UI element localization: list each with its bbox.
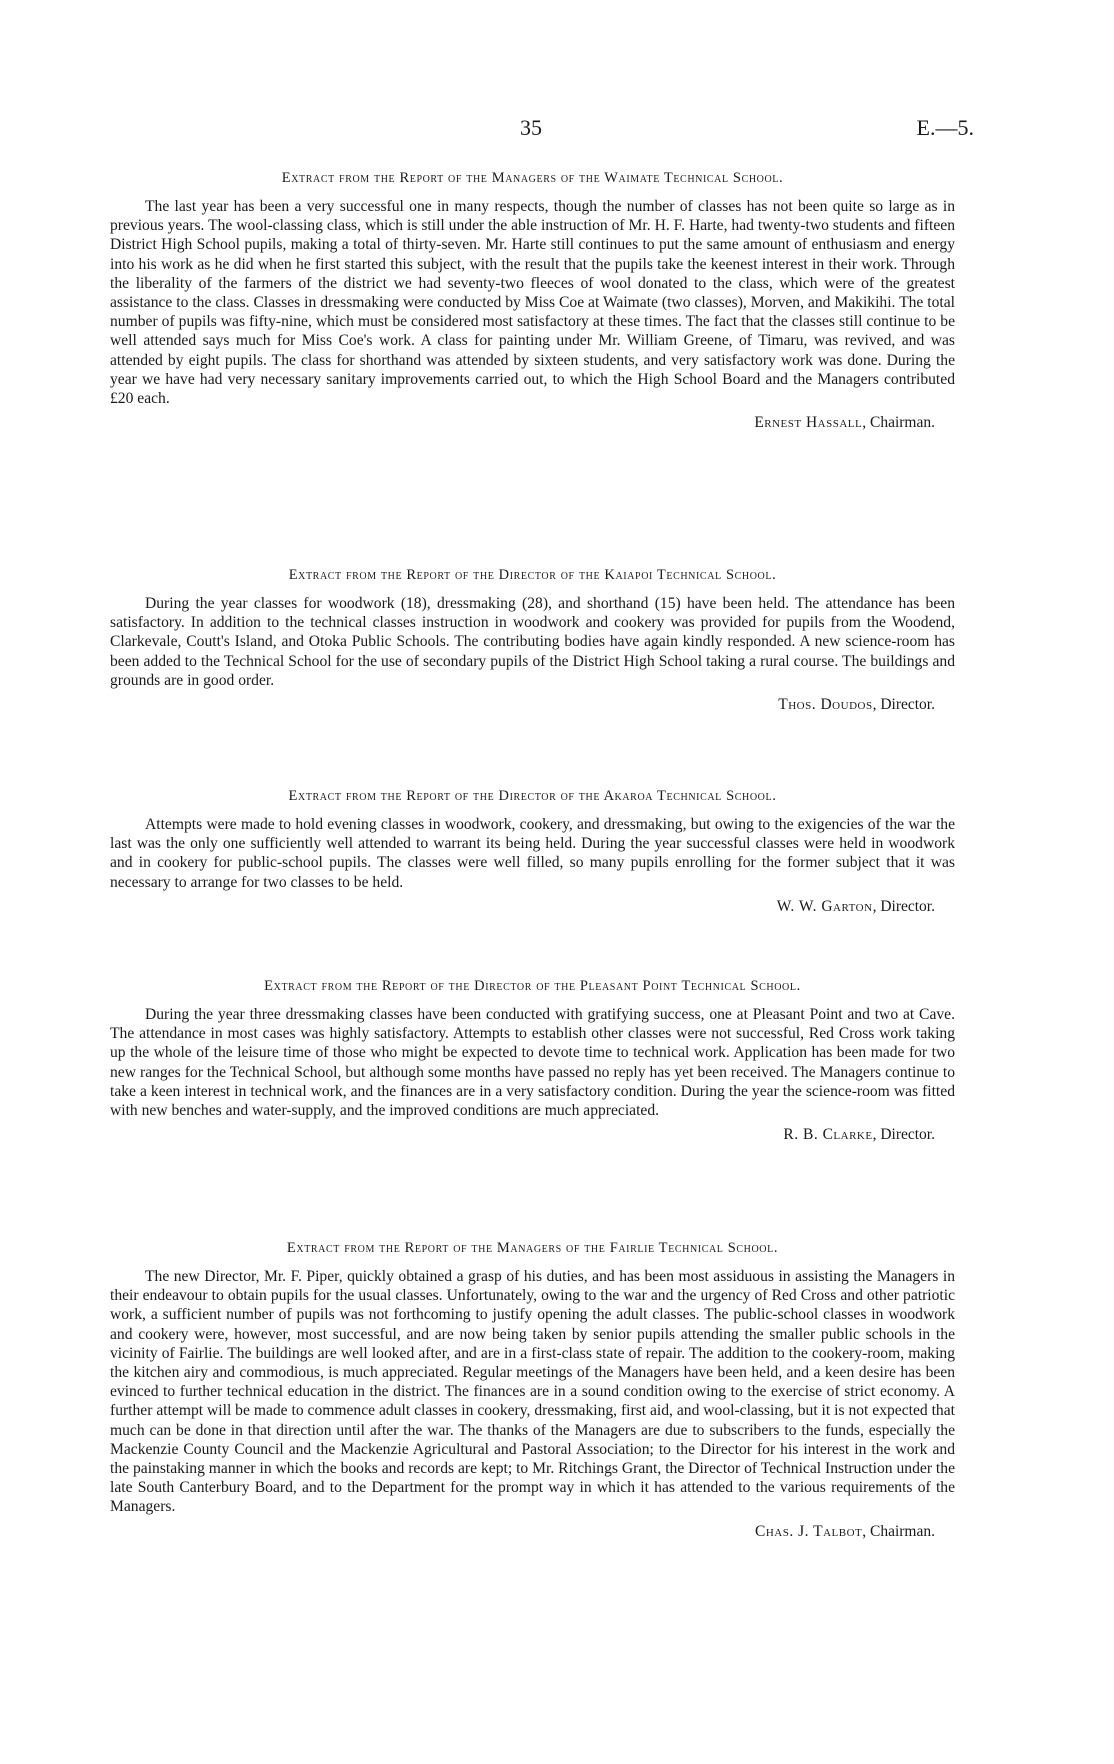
page-reference: E.—5.: [916, 115, 974, 140]
section-body: The new Director, Mr. F. Piper, quickly obtained a grasp of his duties, and has been most assiduous in assisting the Managers in their endeavour to obtain pupils for the usual classes. Unfortunately, owing to the war and the urgency of Red Cross and other patriotic work, a sufficient number of pupils was not forthcoming to justify opening the adult classes. The public-school classes in woodwork and cookery were, however, most successful, and are now being taken by senior pupils attending the smaller public schools in the vicinity of Fairlie. The buildings are well looked after, and are in a first-class state of repair. The addition to the cookery-room, making the kitchen airy and commodious, is much appreciated. Regular meetings of the Managers have been held, and a keen desire has been evinced to further technical education in the district. The finances are in a sound condition owing to the exercise of strict economy. A further attempt will be made to commence adult classes in cookery, dressmaking, first aid, and wool-classing, but it is not expected that much can be done in that direction until after the war. The thanks of the Managers are due to subscribers to the funds, especially the Mackenzie County Council and the Mackenzie Agricultural and Pastoral Association; to the Director for his interest in the work and the painstaking manner in which the books and records are kept; to Mr. Ritchings Grant, the Director of Technical Instruction under the late South Canterbury Board, and to the Department for the prompt way in which it has attended to the various requirements of the Managers.: [110, 1268, 955, 1516]
section-heading: Extract from the Report of the Director of the Pleasant Point Technical School.: [264, 978, 801, 994]
signature: [110, 696, 935, 714]
signature-title: , Director.: [872, 1126, 935, 1144]
section-heading: Extract from the Report of the Managers of the Waimate Technical School.: [281, 170, 784, 186]
section-body: During the year three dressmaking classes have been conducted with gratifying success, one at Pleasant Point and two at Cave. The attendance in most cases was highly satisfactory. Attempts to establish other classes were not successful, Red Cross work taking up the whole of the leisure time of those who might be expected to devote time to technical work. Application has been made for two new ranges for the Technical School, but although some months have passed no reply has yet been received. The Managers continue to take a keen interest in technical work, and the finances are in a very satisfactory condition. During the year the science-room was fitted with new benches and water-supply, and the improved conditions are much appreciated.: [110, 1006, 955, 1120]
section-kaiapoi: [110, 567, 955, 714]
section-heading: Extract from the Report of the Director of the Akaroa Technical School.: [288, 788, 777, 804]
signature: [110, 414, 935, 432]
signature-name: R. B. Clarke: [783, 1126, 873, 1144]
signature-name: W. W. Garton: [776, 897, 873, 915]
section-body: During the year classes for woodwork (18), dressmaking (28), and shorthand (15) have been held. The attendance has been satisfactory. In addition to the technical classes instruction in woodwork and cookery was provided for pupils from the Woodend, Clarkevale, Coutt's Island, and Otoka Public Schools. The contributing bodies have again kindly responded. A new science-room has been added to the Technical School for the use of secondary pupils of the District High School taking a rural course. The buildings and grounds are in good order.: [110, 595, 955, 689]
section-heading: Extract from the Report of the Managers of the Fairlie Technical School.: [286, 1240, 779, 1256]
signature-name: Ernest Hassall: [754, 414, 863, 432]
section-heading: Extract from the Report of the Director of the Kaiapoi Technical School.: [288, 567, 777, 583]
signature: [110, 1523, 935, 1541]
signature-title: , Chairman.: [862, 1522, 935, 1540]
section-body: The last year has been a very successful one in many respects, though the number of classes has not been quite so large as in previous years. The wool-classing class, which is still under the able instruction of Mr. H. F. Harte, had twenty-two students and fifteen District High School pupils, making a total of thirty-seven. Mr. Harte still continues to put the same amount of enthusiasm and energy into his work as he did when he first started this subject, with the result that the pupils take the keenest interest in their work. Through the liberality of the farmers of the district we had seventy-two fleeces of wool donated to the class, which were of the greatest assistance to the class. Classes in dressmaking were conducted by Miss Coe at Waimate (two classes), Morven, and Makikihi. The total number of pupils was fifty-nine, which must be considered most satisfactory at these times. The fact that the classes still continue to be well attended says much for Miss Coe's work. A class for painting under Mr. William Greene, of Timaru, was revived, and was attended by eight pupils. The class for shorthand was attended by sixteen students, and very satisfactory work was done. During the year we have had very necessary sanitary improvements carried out, to which the High School Board and the Managers contributed £20 each.: [110, 198, 955, 408]
signature: [110, 898, 935, 916]
signature-name: Thos. Doudos: [778, 696, 873, 714]
section-waimate: [110, 170, 955, 432]
signature-name: Chas. J. Talbot: [755, 1522, 863, 1540]
section-fairlie: [110, 1240, 955, 1541]
section-body: Attempts were made to hold evening classes in woodwork, cookery, and dressmaking, but owing to the exigencies of the war the last was the only one sufficiently well attended to warrant its being held. During the year successful classes were held in woodwork and in cookery for public-school pupils. The classes were well filled, so many pupils enrolling for the former subject that it was necessary to arrange for two classes to be held.: [110, 816, 955, 891]
page-number: 35: [520, 115, 542, 140]
section-pleasant-point: [110, 978, 955, 1144]
signature-title: , Chairman.: [862, 414, 935, 432]
signature-title: , Director.: [872, 897, 935, 915]
signature: [110, 1126, 935, 1144]
section-akaroa: [110, 788, 955, 916]
signature-title: , Director.: [872, 696, 935, 714]
